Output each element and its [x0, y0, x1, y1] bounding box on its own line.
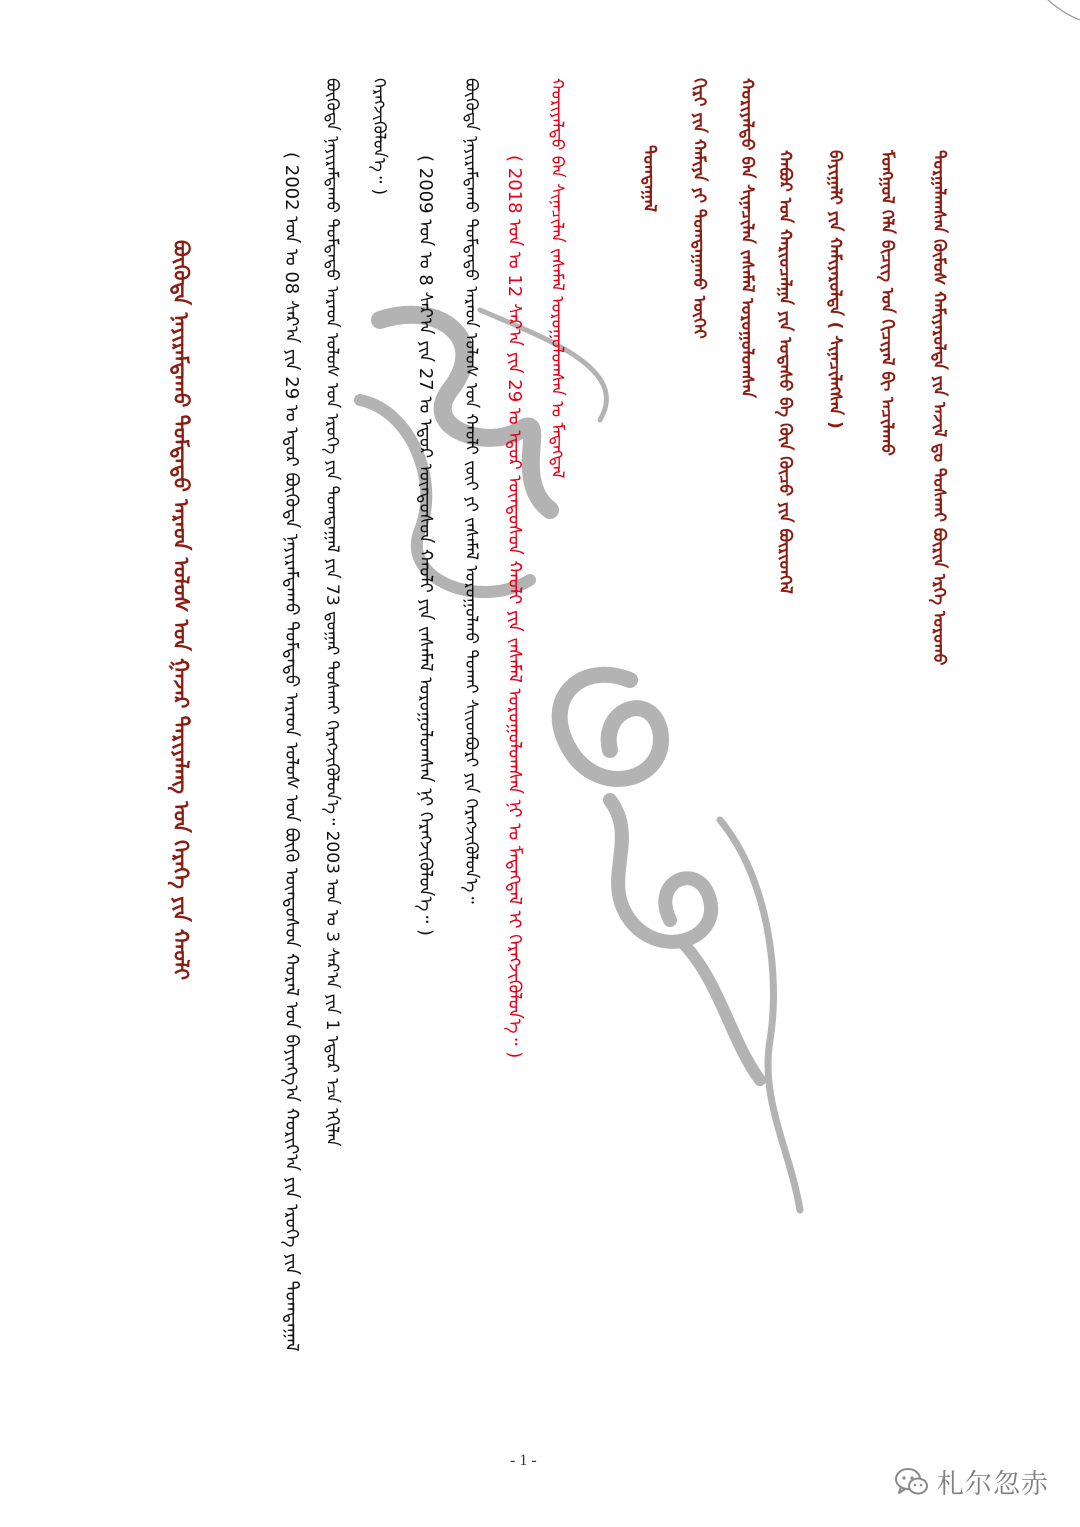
header-column-1: ᠲᠤᠷᠭᠠᠯᠠᠭᠰᠠᠨ ᠬᠦᠮᠦᠰ ᠬᠠᠮᠢᠶᠠᠷᠤᠯᠲᠠ ᠶᠢᠨ ᠠᠵᠢᠯ ᠳᠤ ᠲᠤᠰᠬᠠᠢ ᠪᠦᠷᠢᠨ ᠡᠷᠬᠡ ᠤᠷᠤᠬᠤ — [929, 150, 949, 666]
history-2009-note: ᠪᠦᠭᠦᠳᠡ ᠨᠠᠶᠢᠷᠠᠮᠳᠠᠬᠤ ᠳᠤᠮᠳᠠᠳᠤ ᠠᠷᠠᠳ ᠤᠯᠤᠰ ᠤᠨ ᠬᠠᠤᠯᠢ ᠵᠦᠢ ᠶᠢ ᠵᠠᠰᠠᠮᠠᠯ ᠤᠷᠤᠭᠤᠯᠬᠤ ᠲᠤᠬᠠᠢ ᠰᠢᠢᠳᠪᠦᠷᠢ ᠶᠢᠨ ᠬᠡᠷᠡᠭᠵᠢᠭᠦᠯᠦᠨ᠎ᠡ᠃ — [461, 78, 481, 904]
header-column-6: ᠬᠢᠷᠢ ᠶᠢᠨ ᠬᠠᠮᠢᠶᠠ ᠶᠢ ᠲᠣᠭᠲᠠᠭᠠᠬᠤ ᠦᠭᠡᠢ — [689, 78, 709, 339]
page-number: - 1 - — [510, 1452, 537, 1469]
header-column-3: ᠪᠠᠶᠢᠭᠠᠯᠢ ᠶᠢᠨ ᠬᠠᠮᠢᠶᠠᠷᠤᠯᠲᠠ ( ᠰᠢᠨᠡᠴᠢᠯᠡᠭᠰᠡᠨ ) — [825, 150, 845, 429]
footer-brand — [895, 1462, 1049, 1501]
history-2009-date: ( 2009 ᠣᠨ ᠤ 8 ᠰᠠᠷ᠎ᠠ ᠶᠢᠨ 27 ᠤ ᠡᠳᠦᠷ ᠦᠨᠳᠦᠰᠦᠨ ᠬᠠᠤᠯᠢ ᠶᠢᠨ ᠵᠠᠰᠠᠮᠠᠯ ᠤᠷᠤᠭᠤᠯᠤᠭᠰᠠᠨ ᠨᠢ ᠬᠡᠷᠡᠭᠵᠢᠭᠦᠯᠦᠨ᠎ᠡ᠃ ) — [415, 155, 436, 936]
wechat-icon — [895, 1467, 929, 1497]
history-2003-note: ᠬᠡᠷᠡᠭᠵᠢᠭᠦᠯᠦᠨ᠎ᠡ᠃ ) — [369, 78, 389, 196]
amendment-note: ᠬᠤᠷᠢᠶᠠᠯᠲᠤ ᠪᠠᠨ ᠰᠢᠨᠡᠴᠢᠯᠡᠨ ᠵᠠᠰᠠᠮᠠᠯ ᠤᠷᠤᠭᠤᠯᠤᠭᠰᠠᠨ ᠤ ᠮᠡᠳᠡᠭᠳᠡᠯ — [547, 78, 567, 479]
header-column-2: ᠮᠣᠩᠭᠣᠯ ᠬᠡᠯᠡ ᠪᠢᠴᠢᠭ ᠤᠨ ᠬᠢᠴᠢᠶᠡᠯ ᠪᠢ ᠠᠴᠢᠯᠠᠬᠤ — [877, 150, 897, 456]
history-2003-text: ᠪᠦᠭᠦᠳᠡ ᠨᠠᠶᠢᠷᠠᠮᠳᠠᠬᠤ ᠳᠤᠮᠳᠠᠳᠤ ᠠᠷᠠᠳ ᠤᠯᠤᠰ ᠤᠨ ᠡᠷᠦᠬᠡ ᠶᠢᠨ ᠲᠣᠭᠲᠠᠭᠠᠯ ᠶᠢᠨ 73 ᠳ᠋ᠤᠭᠠᠷ ᠲᠤᠰᠬᠠᠢ ᠬᠡᠷᠡᠭᠵᠢᠭᠦᠯᠦᠨ᠎ᠡ᠃ 2003 ᠣᠨ ᠤ 3 ᠰᠠᠷ᠎ᠠ ᠶᠢᠨ 1 ᠡᠳᠦᠷ ᠡᠴᠡ ᠡᠬᠢᠯᠡᠨ — [322, 78, 342, 1147]
history-2002-date: ( 2002 ᠣᠨ ᠤ 08 ᠰᠠᠷ᠎ᠠ ᠶᠢᠨ 29 ᠤ ᠡᠳᠦᠷ ᠪᠦᠭᠦᠳᠡ ᠨᠠᠶᠢᠷᠠᠮᠳᠠᠬᠤ ᠳᠤᠮᠳᠠᠳᠤ ᠠᠷᠠᠳ ᠤᠯᠤᠰ ᠤᠨ ᠪᠦᠬᠦ ᠦᠨᠳᠦᠰᠦᠨ ᠬᠤᠷᠠᠯ ᠤᠨ ᠪᠠᠶᠢᠩᠭ᠎ᠠ ᠬᠣᠷᠢᠶ᠎ᠠ ᠶᠢᠨ ᠡᠷᠦᠬᠡ ᠶᠢᠨ ᠲᠣᠭᠲᠠᠭᠠᠯ — [281, 152, 302, 1352]
brand-label: 札尔忽赤 — [937, 1469, 1049, 1500]
header-column-5: ᠬᠤᠷᠢᠶᠠᠯᠲᠤ ᠪᠠᠨ ᠰᠢᠨᠡᠴᠢᠯᠡᠨ ᠵᠠᠰᠠᠮᠠᠯ ᠤᠷᠤᠭᠤᠯᠤᠭᠰᠠᠨ — [737, 78, 757, 398]
header-column-7: ᠲᠣᠭᠲᠠᠭᠠᠯ — [639, 145, 659, 213]
header-column-4: ᠬᠠᠪᠤᠷ ᠤᠨ ᠬᠠᠷᠢᠤᠴᠠᠯᠭᠠ ᠶᠢᠨ ᠤᠲᠠᠰᠤ ᠪᠠ ᠬᠦᠨ ᠬᠦᠴᠦ ᠶᠢᠨ ᠪᠦᠷᠢᠳᠭᠡᠯ — [775, 150, 795, 594]
amendment-date: ( 2018 ᠣᠨ ᠤ 12 ᠰᠠᠷ᠎ᠠ ᠶᠢᠨ 29 ᠤ ᠡᠳᠦᠷ ᠦᠨᠳᠦᠰᠦᠨ ᠬᠠᠤᠯᠢ ᠶᠢᠨ ᠵᠠᠰᠠᠮᠠᠯ ᠤᠷᠤᠭᠤᠯᠤᠭᠰᠠᠨ ᠨᠢ ᠤ ᠮᠡᠳᠡᠭᠳᠡᠯ ᠢ ᠬᠡᠷᠡᠭᠵᠢᠭᠦᠯᠦᠨ᠎ᠡ᠃ ) — [504, 155, 525, 1059]
law-title: ᠪᠦᠭᠦᠳᠡ ᠨᠠᠶᠢᠷᠠᠮᠳᠠᠬᠤ ᠳᠤᠮᠳᠠᠳᠤ ᠠᠷᠠᠳ ᠤᠯᠤᠰ ᠤᠨ ᠭᠠᠵᠠᠷ ᠲᠠᠷᠢᠶᠠᠯᠠᠩ ᠤᠨ ᠭᠡᠷᠡᠭᠡ ᠶᠢᠨ ᠬᠠᠤᠯᠢ — [169, 240, 193, 981]
page-fold-line — [1040, 0, 1080, 40]
